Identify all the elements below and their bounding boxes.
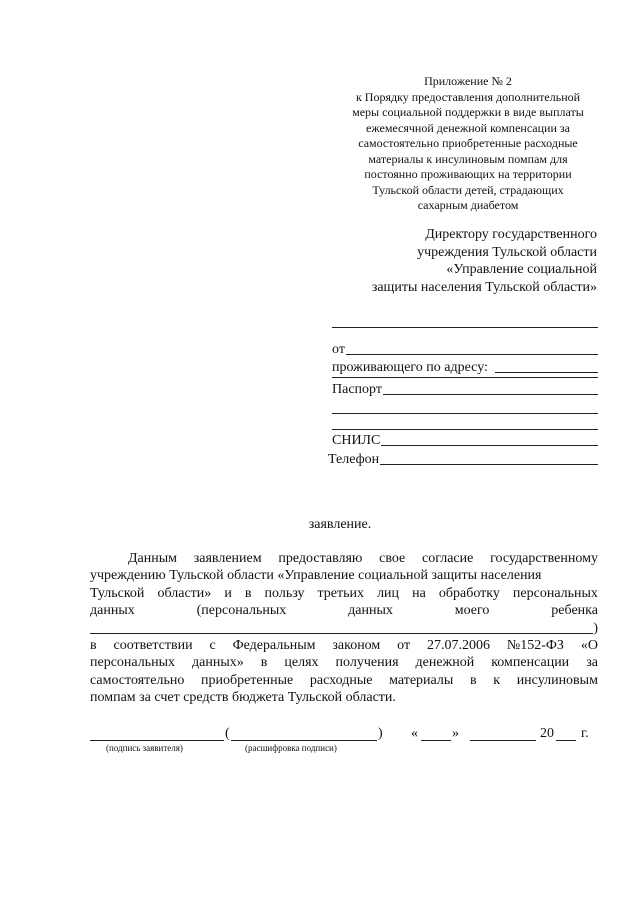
- body-line: помпам за счет средств бюджета Тульской области.: [90, 690, 396, 706]
- addressee-line: «Управление социальной: [446, 262, 597, 277]
- address-input-line[interactable]: [495, 371, 598, 373]
- snils-label: СНИЛС: [332, 433, 381, 448]
- body-line: учреждению Тульской области «Управление социальной защиты населения: [90, 568, 542, 584]
- from-field[interactable]: [332, 340, 598, 358]
- year-suffix: г.: [581, 726, 589, 741]
- address-label: проживающего по адресу:: [332, 360, 488, 375]
- signature-row: [90, 726, 600, 756]
- statement-body: [90, 550, 598, 707]
- appendix-line: самостоятельно приобретенные расходные: [358, 136, 578, 150]
- day-input-line[interactable]: [421, 740, 451, 741]
- appendix-line: материалы к инсулиновым помпам для: [368, 151, 568, 166]
- snils-input-line[interactable]: [381, 444, 598, 446]
- phone-field[interactable]: [328, 450, 598, 468]
- body-line: самостоятельно приобретенные расходные материалы в к инсулиновым: [90, 672, 598, 688]
- signature-caption: (подпись заявителя): [106, 743, 183, 753]
- passport-field[interactable]: [332, 380, 598, 398]
- appendix-line: Тульской области детей, страдающих: [372, 182, 564, 197]
- statement-title: заявление.: [308, 517, 372, 532]
- year-prefix: 20: [540, 726, 554, 741]
- address-field[interactable]: [332, 358, 598, 376]
- address-continuation-line[interactable]: [332, 377, 598, 378]
- addressee-line: защиты населения Тульской области»: [371, 279, 597, 295]
- passport-continuation-line[interactable]: [332, 429, 598, 430]
- body-line: в соответствии с Федеральным законом от 27.07.2006 №152-ФЗ «О: [90, 638, 598, 654]
- open-paren: (: [225, 726, 230, 741]
- blank-line[interactable]: [332, 327, 598, 328]
- child-data-field[interactable]: [90, 620, 598, 637]
- date-close-quote: »: [452, 726, 459, 741]
- passport-input-line[interactable]: [383, 393, 598, 395]
- appendix-title: Приложение № 2: [424, 74, 512, 88]
- close-paren: ): [378, 726, 383, 741]
- addressee-line: Директору государственного: [425, 227, 597, 242]
- snils-field[interactable]: [332, 431, 598, 449]
- passport-continuation-line[interactable]: [332, 413, 598, 414]
- phone-label: Телефон: [328, 452, 380, 467]
- child-data-input-line[interactable]: [90, 632, 593, 634]
- appendix-line: постоянно проживающих на территории: [364, 167, 572, 181]
- from-label: от: [332, 342, 345, 357]
- body-line: Данным заявлением предоставляю свое согласие государственному: [128, 551, 598, 566]
- appendix-line: ежемесячной денежной компенсации за: [366, 120, 570, 135]
- addressee-block: [372, 226, 597, 296]
- phone-input-line[interactable]: [380, 463, 598, 465]
- appendix-line: меры социальной поддержки в виде выплаты: [352, 105, 584, 119]
- month-input-line[interactable]: [470, 740, 536, 741]
- from-input-line[interactable]: [346, 353, 598, 355]
- appendix-header: [318, 74, 618, 214]
- decoding-input-line[interactable]: [231, 740, 377, 741]
- body-line: данных (персональных данных моего ребенка: [90, 603, 598, 619]
- appendix-line: к Порядку предоставления дополнительной: [355, 89, 581, 104]
- appendix-line: сахарным диабетом: [417, 198, 519, 212]
- body-line: Тульской области» и в пользу третьих лиц на обработку персональных: [90, 585, 598, 601]
- signature-input-line[interactable]: [90, 740, 224, 741]
- year-input-line[interactable]: [556, 740, 576, 741]
- addressee-line: учреждения Тульской области: [417, 244, 597, 260]
- passport-label: Паспорт: [332, 382, 382, 397]
- closing-paren: ): [593, 620, 598, 636]
- date-open-quote: «: [411, 726, 418, 741]
- decoding-caption: (расшифровка подписи): [245, 743, 337, 753]
- body-line: персональных данных» в целях получения денежной компенсации за: [90, 655, 598, 671]
